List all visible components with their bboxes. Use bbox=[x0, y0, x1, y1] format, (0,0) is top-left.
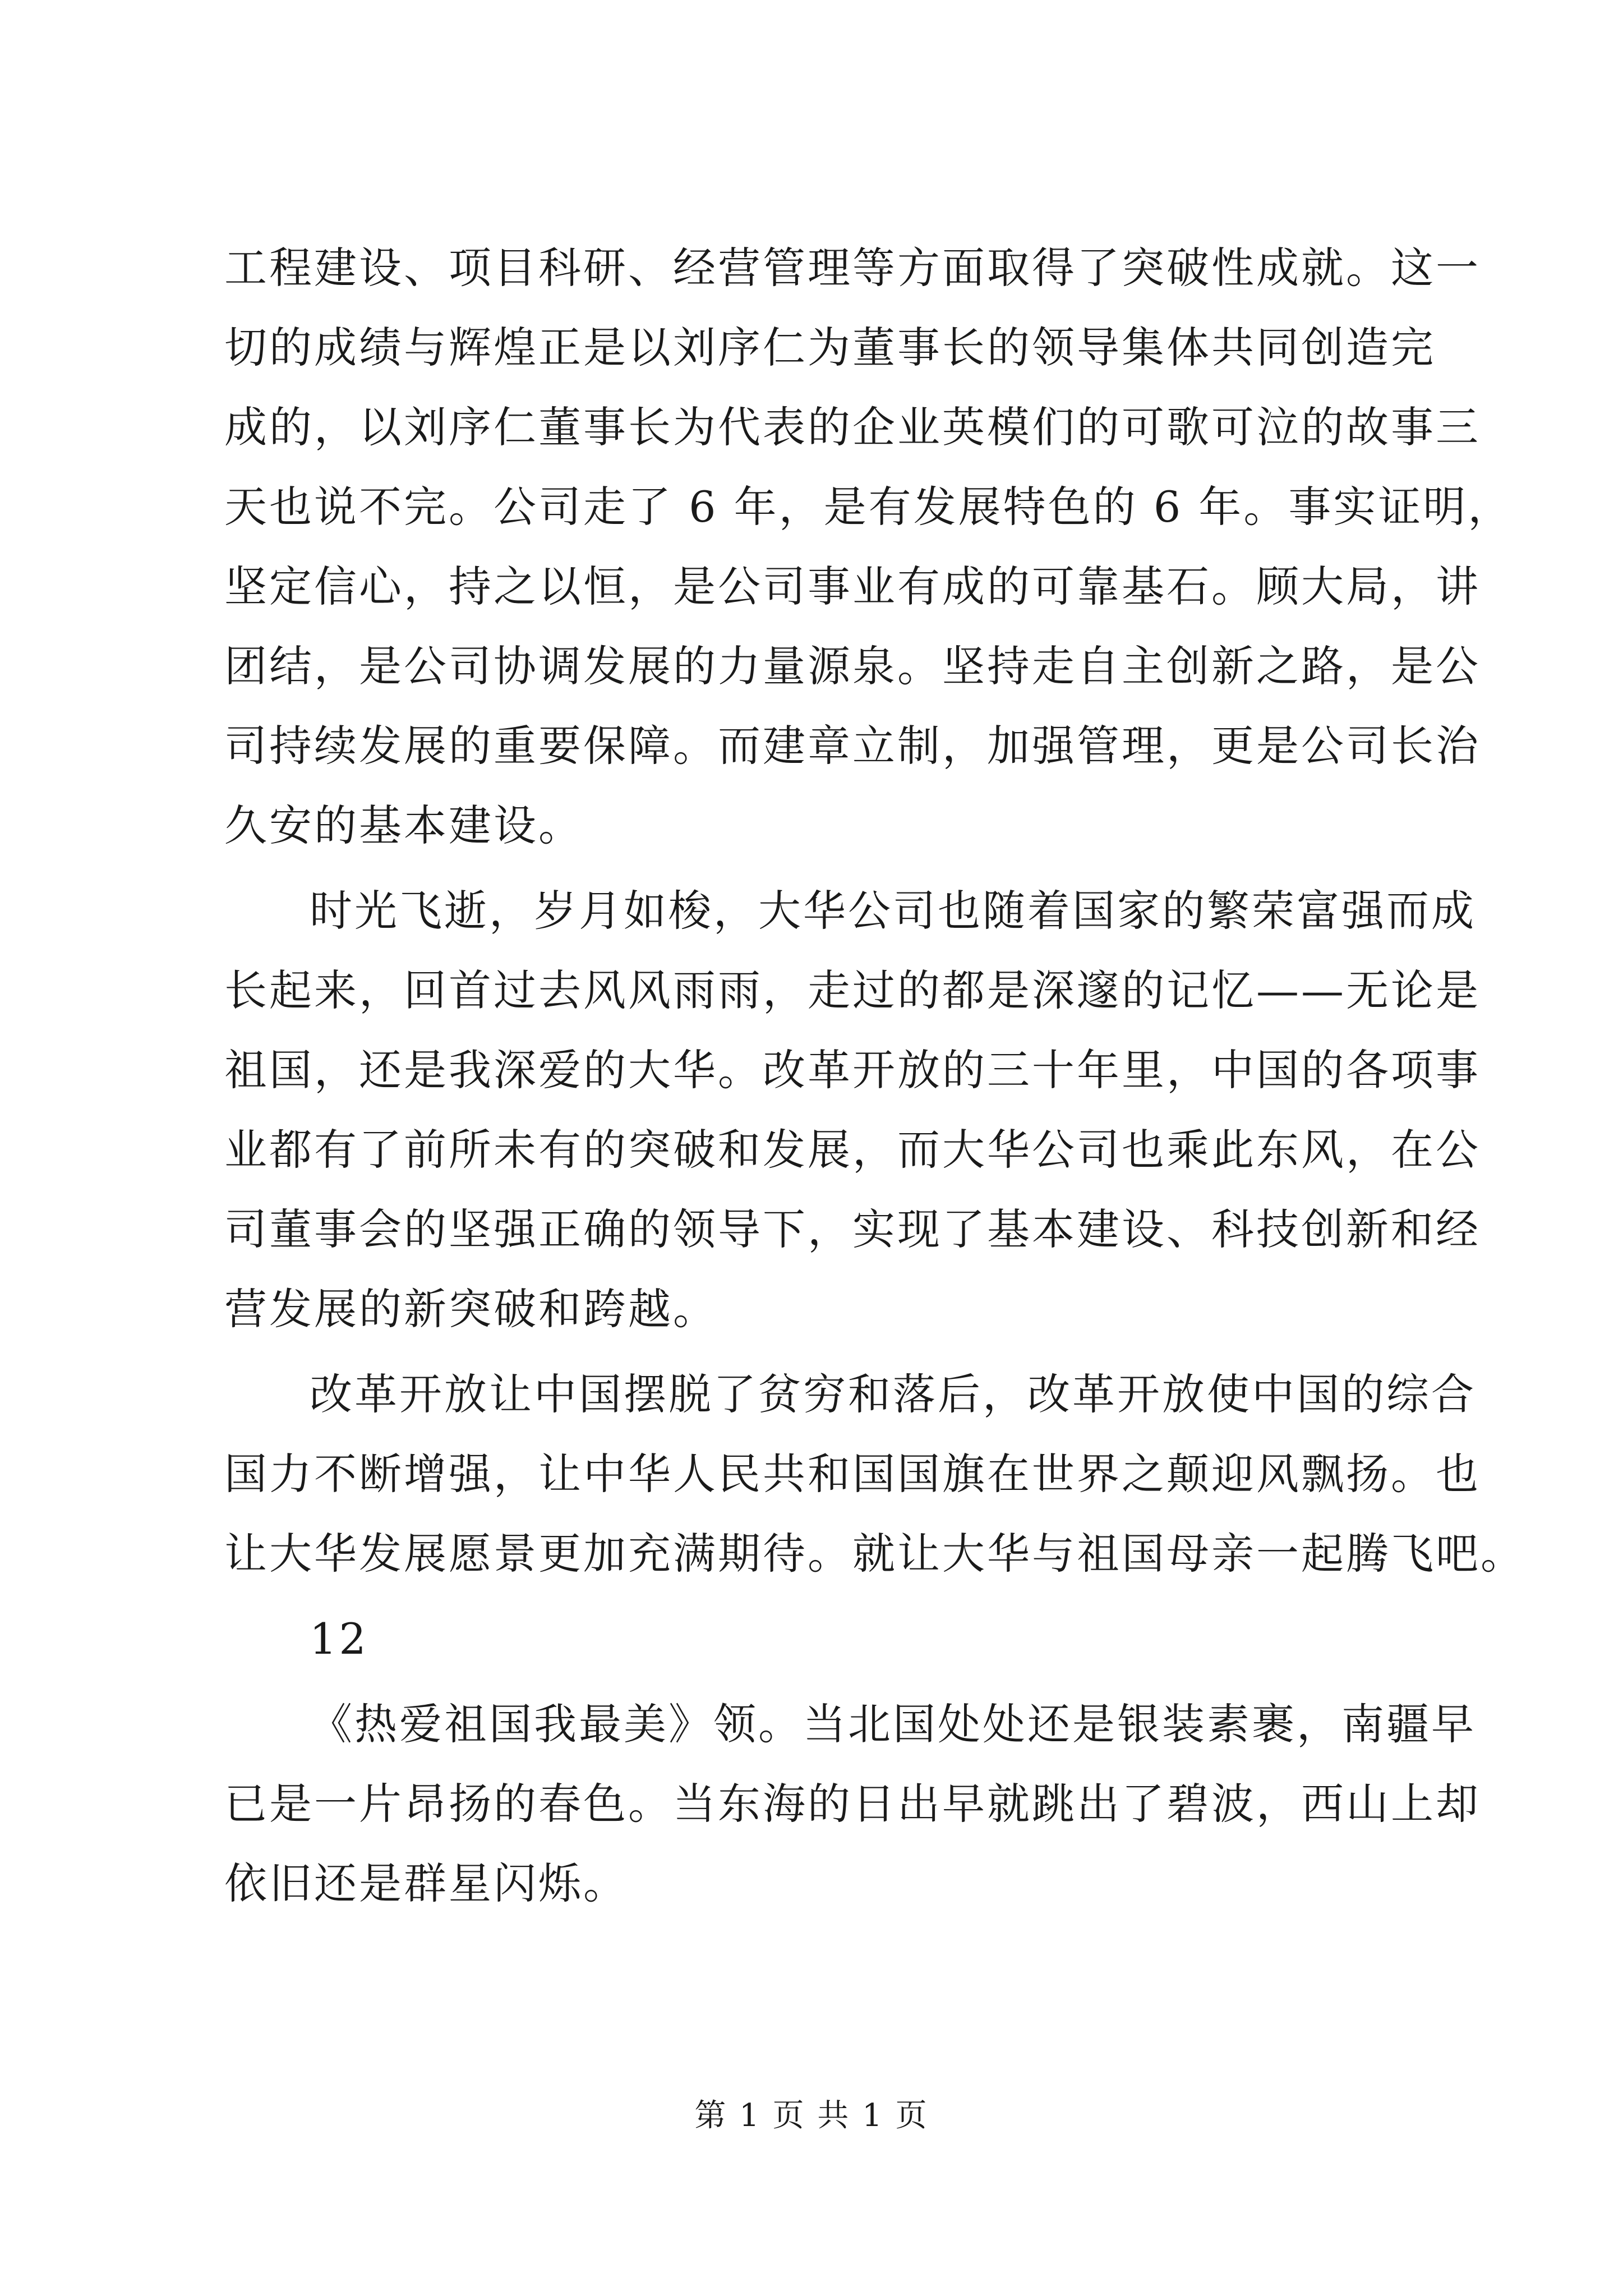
page-footer: 第 1 页 共 1 页 bbox=[694, 2097, 929, 2134]
paragraph-first-line: 改革开放让中国摆脱了贫穷和落后，改革开放使中国的综合 bbox=[310, 1369, 1476, 1419]
text-line: 久安的基本建设。 bbox=[224, 800, 583, 850]
text-line: 司持续发展的重要保障。而建章立制，加强管理，更是公司长治 bbox=[224, 721, 1481, 771]
text-line: 营发展的新突破和跨越。 bbox=[224, 1284, 718, 1334]
text-line: 成的，以刘序仁董事长为代表的企业英模们的可歌可泣的故事三 bbox=[224, 402, 1481, 452]
text-line: 已是一片昂扬的春色。当东海的日出早就跳出了碧波，西山上却 bbox=[224, 1779, 1481, 1829]
text-line: 团结，是公司协调发展的力量源泉。坚持走自主创新之路，是公 bbox=[224, 641, 1481, 691]
text-line: 业都有了前所未有的突破和发展，而大华公司也乘此东风，在公 bbox=[224, 1125, 1481, 1175]
text-line: 切的成绩与辉煌正是以刘序仁为董事长的领导集体共同创造完 bbox=[224, 323, 1436, 372]
paragraph-first-line: 时光飞逝，岁月如梭，大华公司也随着国家的繁荣富强而成 bbox=[310, 886, 1476, 936]
text-line: 祖国，还是我深爱的大华。改革开放的三十年里，中国的各项事 bbox=[224, 1045, 1481, 1095]
paragraph-first-line: 《热爱祖国我最美》领。当北国处处还是银装素裹，南疆早 bbox=[310, 1699, 1476, 1749]
text-line: 天也说不完。公司走了 6 年，是有发展特色的 6 年。事实证明， bbox=[224, 482, 1513, 532]
text-line: 司董事会的坚强正确的领导下，实现了基本建设、科技创新和经 bbox=[224, 1204, 1481, 1254]
text-line: 让大华发展愿景更加充满期待。就让大华与祖国母亲一起腾飞吧。 bbox=[224, 1529, 1525, 1579]
body-text bbox=[224, 243, 1525, 1942]
text-line: 坚定信心，持之以恒，是公司事业有成的可靠基石。顾大局，讲 bbox=[224, 562, 1481, 611]
text-line: 依旧还是群星闪烁。 bbox=[224, 1858, 628, 1908]
text-line: 工程建设、项目科研、经营管理等方面取得了突破性成就。这一 bbox=[224, 243, 1481, 293]
section-number: 12 bbox=[310, 1614, 368, 1664]
text-line: 长起来，回首过去风风雨雨，走过的都是深邃的记忆——无论是 bbox=[224, 965, 1481, 1015]
text-line: 国力不断增强，让中华人民共和国国旗在世界之颠迎风飘扬。也 bbox=[224, 1449, 1481, 1499]
